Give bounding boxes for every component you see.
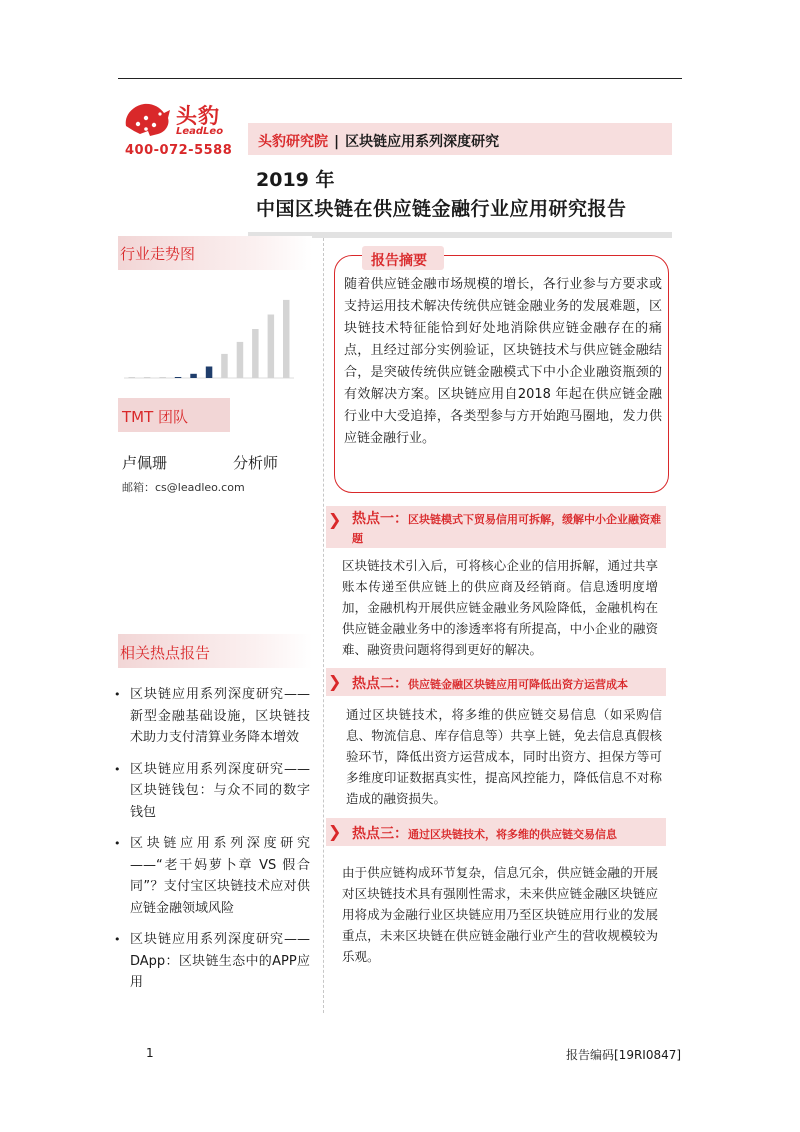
- related-report-list: [114, 684, 310, 1004]
- hotspot-1-label: 热点一：: [352, 511, 408, 527]
- related-report-item[interactable]: • 区块链应用系列深度研究——DApp：区块链生态中的APP应用: [114, 929, 310, 994]
- top-rule: [118, 78, 682, 79]
- logo-name-cn: 头豹: [176, 104, 220, 128]
- chart-bar-2022E: [268, 315, 275, 379]
- chart-bar-2023E: [283, 300, 290, 378]
- chevron-right-icon: ❯: [328, 510, 342, 529]
- hotspot-1-subtitle: 区块链模式下贸易信用可拆解，缓解中小企业融资难题: [352, 513, 661, 545]
- hotspot-1-body: 区块链技术引入后，可将核心企业的信用拆解，通过共享账本传递至供应链上的供应商及经销商。信息透明度增加，金融机构开展供应链金融业务风险降低，金融机构在供应链金融业务中的渗透率将有所提高，中小企业的融资难、融资贵问题将得到更好的解决。: [342, 558, 658, 657]
- chart-bar-2019E: [221, 354, 228, 378]
- trend-section-title: 行业走势图: [120, 245, 196, 263]
- hotspot-2-header: [352, 673, 628, 693]
- header-series: 区块链应用系列深度研究: [345, 134, 500, 150]
- phone-number: 400-072-5588: [125, 143, 233, 158]
- chart-bar-2018: [206, 367, 213, 379]
- hotspot-3-subtitle: 通过区块链技术，将多维的供应链交易信息: [408, 828, 617, 841]
- analyst-role: 分析师: [233, 454, 279, 472]
- analyst-name: 卢佩珊: [122, 454, 168, 472]
- related-report-item[interactable]: • 区块链应用系列深度研究——新型金融基础设施，区块链技术助力支付清算业务降本增效: [114, 684, 310, 749]
- hotspot-2-subtitle: 供应链金融区块链应用可降低出资方运营成本: [408, 678, 628, 691]
- chart-bar-2021E: [252, 329, 259, 378]
- analyst-email[interactable]: 邮箱：cs@leadleo.com: [122, 481, 245, 494]
- abstract-body: 随着供应链金融市场规模的增长，各行业参与方要求或支持运用技术解决传统供应链金融业务的发展难题，区块链技术特征能恰到好处地消除供应链金融存在的痛点，且经过部分实例验证，区块链技术与供应链金融结合，是突破传统供应链金融模式下中小企业融资瓶颈的有效解决方案。区块链应用自2018 年起在供应链金融行业中大受追捧，各类型参与方开始跑马圈地，发力供应链金融行业。: [344, 277, 662, 446]
- hotspot-2-label: 热点二：: [352, 676, 408, 692]
- team-section-title: TMT 团队: [122, 408, 189, 426]
- header-separator: |: [334, 134, 340, 150]
- header-brand: 头豹研究院: [258, 134, 328, 150]
- report-title: 中国区块链在供应链金融行业应用研究报告: [256, 198, 627, 220]
- hotspot-3-header: [352, 823, 617, 843]
- page-number: 1: [146, 1046, 154, 1060]
- chart-bar-2014: [144, 377, 151, 378]
- chart-bar-2017: [190, 374, 197, 378]
- chart-bar-2015: [159, 377, 166, 378]
- report-code: 报告编码[19RI0847]: [566, 1048, 682, 1062]
- related-report-item[interactable]: • 区块链应用系列深度研究——“老干妈萝卜章 VS 假合同”？支付宝区块链技术应对供应链金融领域风险: [114, 833, 310, 919]
- chevron-right-icon: ❯: [328, 672, 342, 691]
- hotspot-3-body: 由于供应链构成环节复杂，信息冗余，供应链金融的开展对区块链技术具有强刚性需求，未来供应链金融区块链应用将成为金融行业区块链应用乃至区块链应用行业的发展重点，未来区块链在供应链金融行业产生的营收规模较为乐观。: [342, 865, 658, 964]
- header-line: [258, 131, 499, 151]
- chart-bar-2013: [129, 377, 136, 378]
- related-section-title: 相关热点报告: [120, 644, 211, 662]
- hotspot-2-body: 通过区块链技术，将多维的供应链交易信息（如采购信息、物流信息、库存信息等）共享上链，免去信息真假核验环节，降低出资方运营成本，同时出资方、担保方等可多维度印证数据真实性，提高风控能力，降低信息不对称造成的融资损失。: [346, 707, 662, 806]
- column-divider: [323, 238, 324, 1013]
- hotspot-3-label: 热点三：: [352, 826, 408, 842]
- chart-bar-2016: [175, 377, 182, 378]
- hotspot-1-header: [352, 510, 664, 548]
- related-report-item[interactable]: • 区块链应用系列深度研究——区块链钱包：与众不同的数字钱包: [114, 759, 310, 824]
- chevron-right-icon: ❯: [328, 822, 342, 841]
- report-year: 2019 年: [256, 169, 335, 191]
- logo-name-en: LeadLeo: [176, 126, 224, 137]
- abstract-tab-label: 报告摘要: [371, 253, 427, 269]
- industry-trend-chart: [118, 282, 298, 387]
- chart-bar-2020E: [237, 342, 244, 378]
